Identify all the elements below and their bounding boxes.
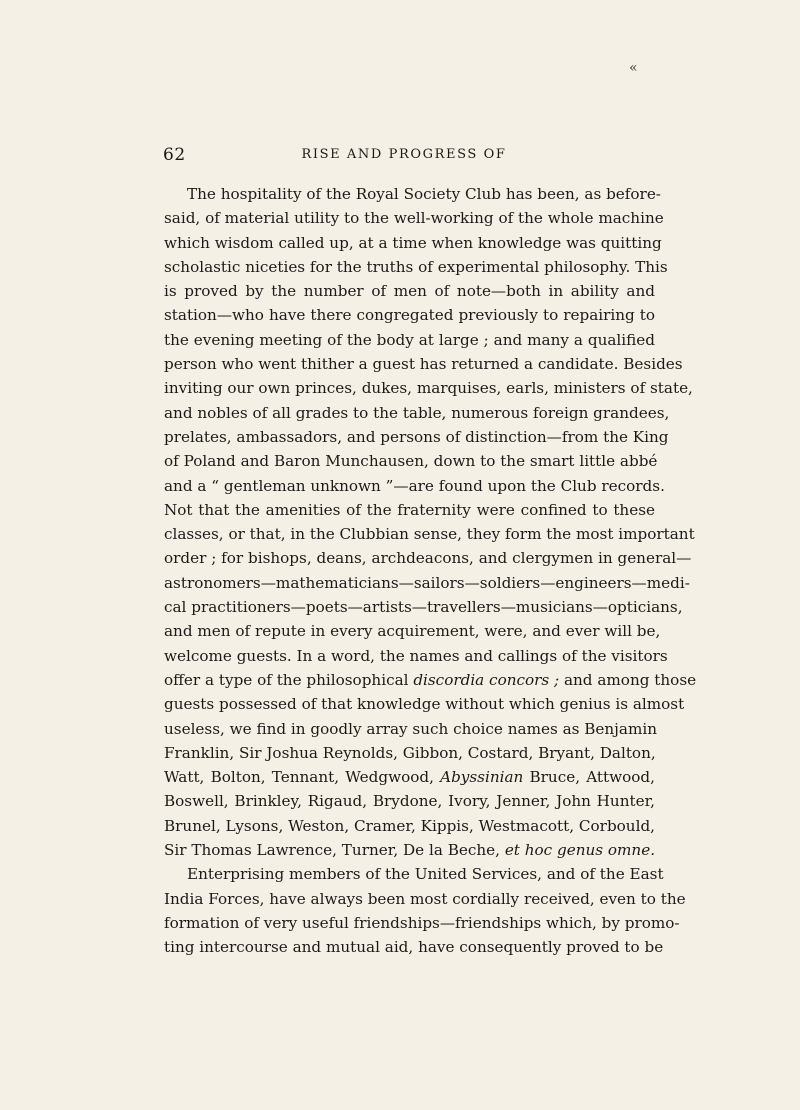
text-line	[164, 182, 661, 206]
text-segment: useless, we find in goodly array such choice names as Benjamin	[164, 719, 657, 738]
text-line	[164, 328, 655, 352]
text-line	[164, 376, 693, 400]
text-segment: ting intercourse and mutual aid, have consequently proved to be	[164, 938, 664, 957]
text-segment: and men of repute in every acquirement, were, and ever will be,	[164, 622, 661, 641]
text-line	[164, 206, 664, 230]
text-segment: which wisdom called up, at a time when knowledge was quitting	[164, 233, 662, 252]
text-segment: welcome guests. In a word, the names and callings of the visitors	[164, 646, 668, 665]
text-segment: Brunel, Lysons, Weston, Cramer, Kippis, Westmacott, Corbould,	[164, 816, 655, 835]
text-line	[164, 862, 664, 886]
text-segment: prelates, ambassadors, and persons of distinction—from the King	[164, 427, 669, 446]
text-line	[164, 911, 680, 935]
text-segment: person who went thither a guest has returned a candidate. Besides	[164, 355, 683, 374]
text-line	[164, 425, 669, 449]
italic-text: et hoc genus omne.	[504, 841, 656, 860]
text-line	[164, 668, 697, 692]
text-segment: guests possessed of that knowledge without which genius is almost	[164, 695, 685, 714]
text-line	[164, 522, 695, 546]
text-line	[164, 619, 661, 643]
text-segment: Not that the amenities of the fraternity were confined to these	[164, 500, 655, 519]
text-segment: inviting our own princes, dukes, marquises, earls, ministers of state,	[164, 379, 693, 398]
text-segment: India Forces, have always been most cordially received, even to the	[164, 889, 686, 908]
text-segment: and nobles of all grades to the table, numerous foreign grandees,	[164, 403, 670, 422]
running-head: RISE AND PROGRESS OF	[301, 147, 507, 162]
text-line	[164, 644, 668, 668]
text-line	[164, 838, 655, 862]
text-segment: said, of material utility to the well-working of the whole machine	[164, 209, 664, 228]
text-segment: Boswell, Brinkley, Rigaud, Brydone, Ivory, Jenner, John Hunter,	[164, 792, 655, 811]
text-segment: Bruce, Attwood,	[523, 768, 655, 787]
text-line	[164, 595, 683, 619]
page-number: 62	[163, 145, 186, 165]
text-segment: is proved by the number of men of note—both in ability and	[164, 282, 655, 301]
text-segment: The hospitality of the Royal Society Club has been, as before-	[187, 185, 661, 203]
text-segment: classes, or that, in the Clubbian sense, they form the most important	[164, 525, 695, 544]
text-line	[164, 401, 670, 425]
text-line	[164, 789, 655, 813]
text-segment: of Poland and Baron Munchausen, down to the smart little abbé	[164, 452, 658, 471]
text-line	[164, 449, 658, 473]
text-segment: and a “ gentleman unknown ”—are found upon the Club records.	[164, 476, 665, 495]
text-line	[164, 279, 655, 303]
page-mark: «	[629, 60, 638, 76]
text-line	[164, 571, 690, 595]
text-line	[164, 498, 655, 522]
text-segment: Watt, Bolton, Tennant, Wedgwood,	[164, 768, 441, 787]
text-segment: Sir Thomas Lawrence, Turner, De la Beche,	[164, 841, 505, 860]
text-segment: offer a type of the philosophical	[164, 670, 414, 689]
italic-text: discordia concors ;	[413, 670, 560, 689]
text-segment: astronomers—mathematicians—sailors—soldiers—engineers—medi-	[164, 573, 690, 592]
text-segment: cal practitioners—poets—artists—travellers—musicians—opticians,	[164, 598, 683, 617]
text-segment: station—who have there congregated previously to repairing to	[164, 306, 655, 325]
text-line	[164, 352, 683, 376]
text-line	[164, 765, 655, 789]
text-line	[164, 814, 655, 838]
text-segment: formation of very useful friendships—friendships which, by promo-	[164, 913, 680, 932]
body-text	[164, 182, 697, 960]
text-line	[164, 935, 664, 959]
text-segment: scholastic niceties for the truths of experimental philosophy. This	[164, 257, 668, 276]
text-line	[164, 231, 662, 255]
text-segment: order ; for bishops, deans, archdeacons, and clergymen in general—	[164, 549, 692, 568]
italic-text: Abyssinian	[440, 768, 524, 787]
text-line	[164, 717, 655, 741]
text-line	[164, 255, 668, 279]
text-segment: the evening meeting of the body at large ; and many a qualified	[164, 330, 655, 349]
text-line	[164, 692, 685, 716]
text-line	[164, 741, 655, 765]
text-line	[164, 546, 692, 570]
page-header	[0, 145, 800, 167]
text-segment: Enterprising members of the United Services, and of the East	[187, 865, 664, 884]
text-line	[164, 887, 686, 911]
text-segment: Franklin, Sir Joshua Reynolds, Gibbon, Costard, Bryant, Dalton,	[164, 743, 656, 762]
text-segment: and among those	[559, 670, 697, 689]
text-line	[164, 303, 655, 327]
text-line	[164, 474, 665, 498]
